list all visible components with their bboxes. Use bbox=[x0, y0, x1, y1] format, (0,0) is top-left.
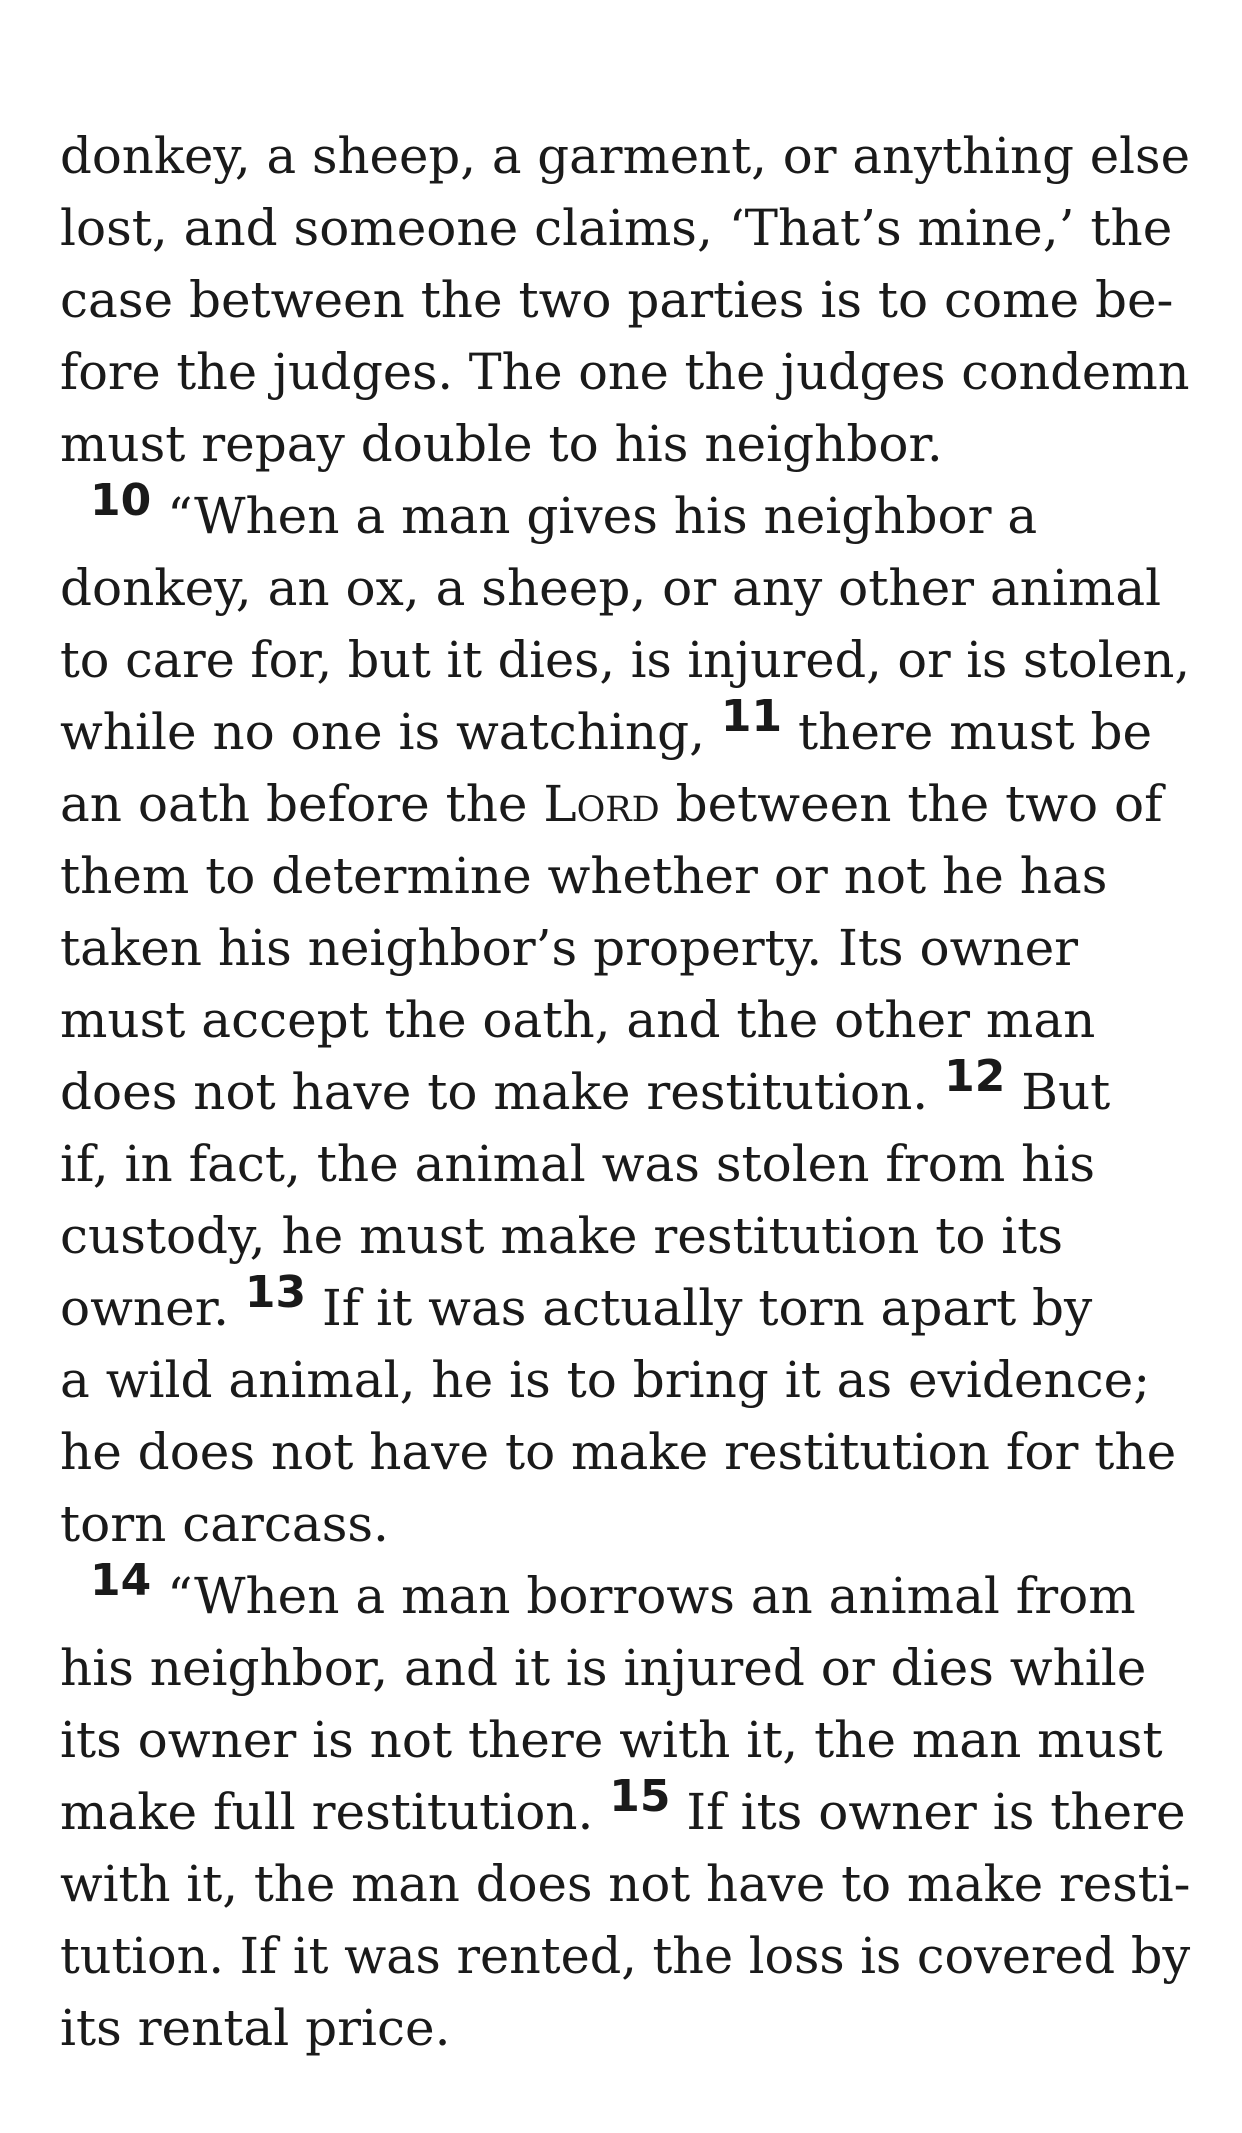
verse-text: there must be bbox=[782, 703, 1153, 761]
text-line: with it, the man does not have to make resti- bbox=[60, 1855, 1191, 1913]
text-line: them to determine whether or not he has bbox=[60, 847, 1108, 905]
text-line bbox=[60, 768, 1190, 840]
verse-number: 10 bbox=[90, 475, 152, 526]
text-line: fore the judges. The one the judges condemn bbox=[60, 343, 1190, 401]
text-line bbox=[60, 1267, 1190, 1344]
text-line: donkey, a sheep, a garment, or anything else bbox=[60, 127, 1191, 185]
reader-page bbox=[60, 120, 1190, 2064]
text-line: a wild animal, he is to bring it as evidence; bbox=[60, 1351, 1151, 1409]
text-line: must accept the oath, and the other man bbox=[60, 991, 1096, 1049]
text-line: to care for, but it dies, is injured, or is stolen, bbox=[60, 631, 1190, 689]
text-line: its rental price. bbox=[60, 1999, 451, 2057]
text-line: torn carcass. bbox=[60, 1495, 389, 1553]
verse-text: “When a man borrows an animal from bbox=[151, 1567, 1136, 1625]
text-line: his neighbor, and it is injured or dies while bbox=[60, 1639, 1147, 1697]
text-line: he does not have to make restitution for the bbox=[60, 1423, 1177, 1481]
text-line bbox=[60, 1555, 1190, 1632]
verse-text: between the two of bbox=[659, 775, 1163, 833]
text-line: taken his neighbor’s property. Its owner bbox=[60, 919, 1079, 977]
verse-number: 12 bbox=[944, 1051, 1006, 1102]
text-line: case between the two parties is to come be- bbox=[60, 271, 1174, 329]
verse-number: 13 bbox=[244, 1267, 307, 1318]
text-line: its owner is not there with it, the man must bbox=[60, 1711, 1163, 1769]
verse-number: 15 bbox=[609, 1771, 671, 1822]
verse-text: does not have to make restitution. bbox=[60, 1063, 945, 1121]
text-line: tution. If it was rented, the loss is covered by bbox=[60, 1927, 1191, 1985]
verse-text: make full restitution. bbox=[60, 1783, 610, 1841]
text-line bbox=[60, 475, 1190, 552]
verse-text: But bbox=[1005, 1063, 1111, 1121]
verse-text: If its owner is there bbox=[670, 1783, 1186, 1841]
verse-text: “When a man gives his neighbor a bbox=[151, 487, 1038, 545]
text-line bbox=[60, 691, 1190, 768]
text-line: lost, and someone claims, ‘That’s mine,’ the bbox=[60, 199, 1173, 257]
text-line bbox=[60, 1051, 1190, 1128]
verse-text: owner. bbox=[60, 1279, 245, 1337]
text-line bbox=[60, 1771, 1190, 1848]
text-line: if, in fact, the animal was stolen from his bbox=[60, 1135, 1096, 1193]
divine-name: Lord bbox=[543, 775, 660, 833]
verse-number: 14 bbox=[90, 1555, 152, 1606]
text-line: custody, he must make restitution to its bbox=[60, 1207, 1064, 1265]
verse-number: 11 bbox=[720, 691, 783, 742]
text-line: must repay double to his neighbor. bbox=[60, 415, 943, 473]
verse-text: an oath before the bbox=[60, 775, 544, 833]
text-line: donkey, an ox, a sheep, or any other animal bbox=[60, 559, 1162, 617]
verse-text: If it was actually torn apart by bbox=[306, 1279, 1093, 1337]
verse-text: while no one is watching, bbox=[60, 703, 721, 761]
